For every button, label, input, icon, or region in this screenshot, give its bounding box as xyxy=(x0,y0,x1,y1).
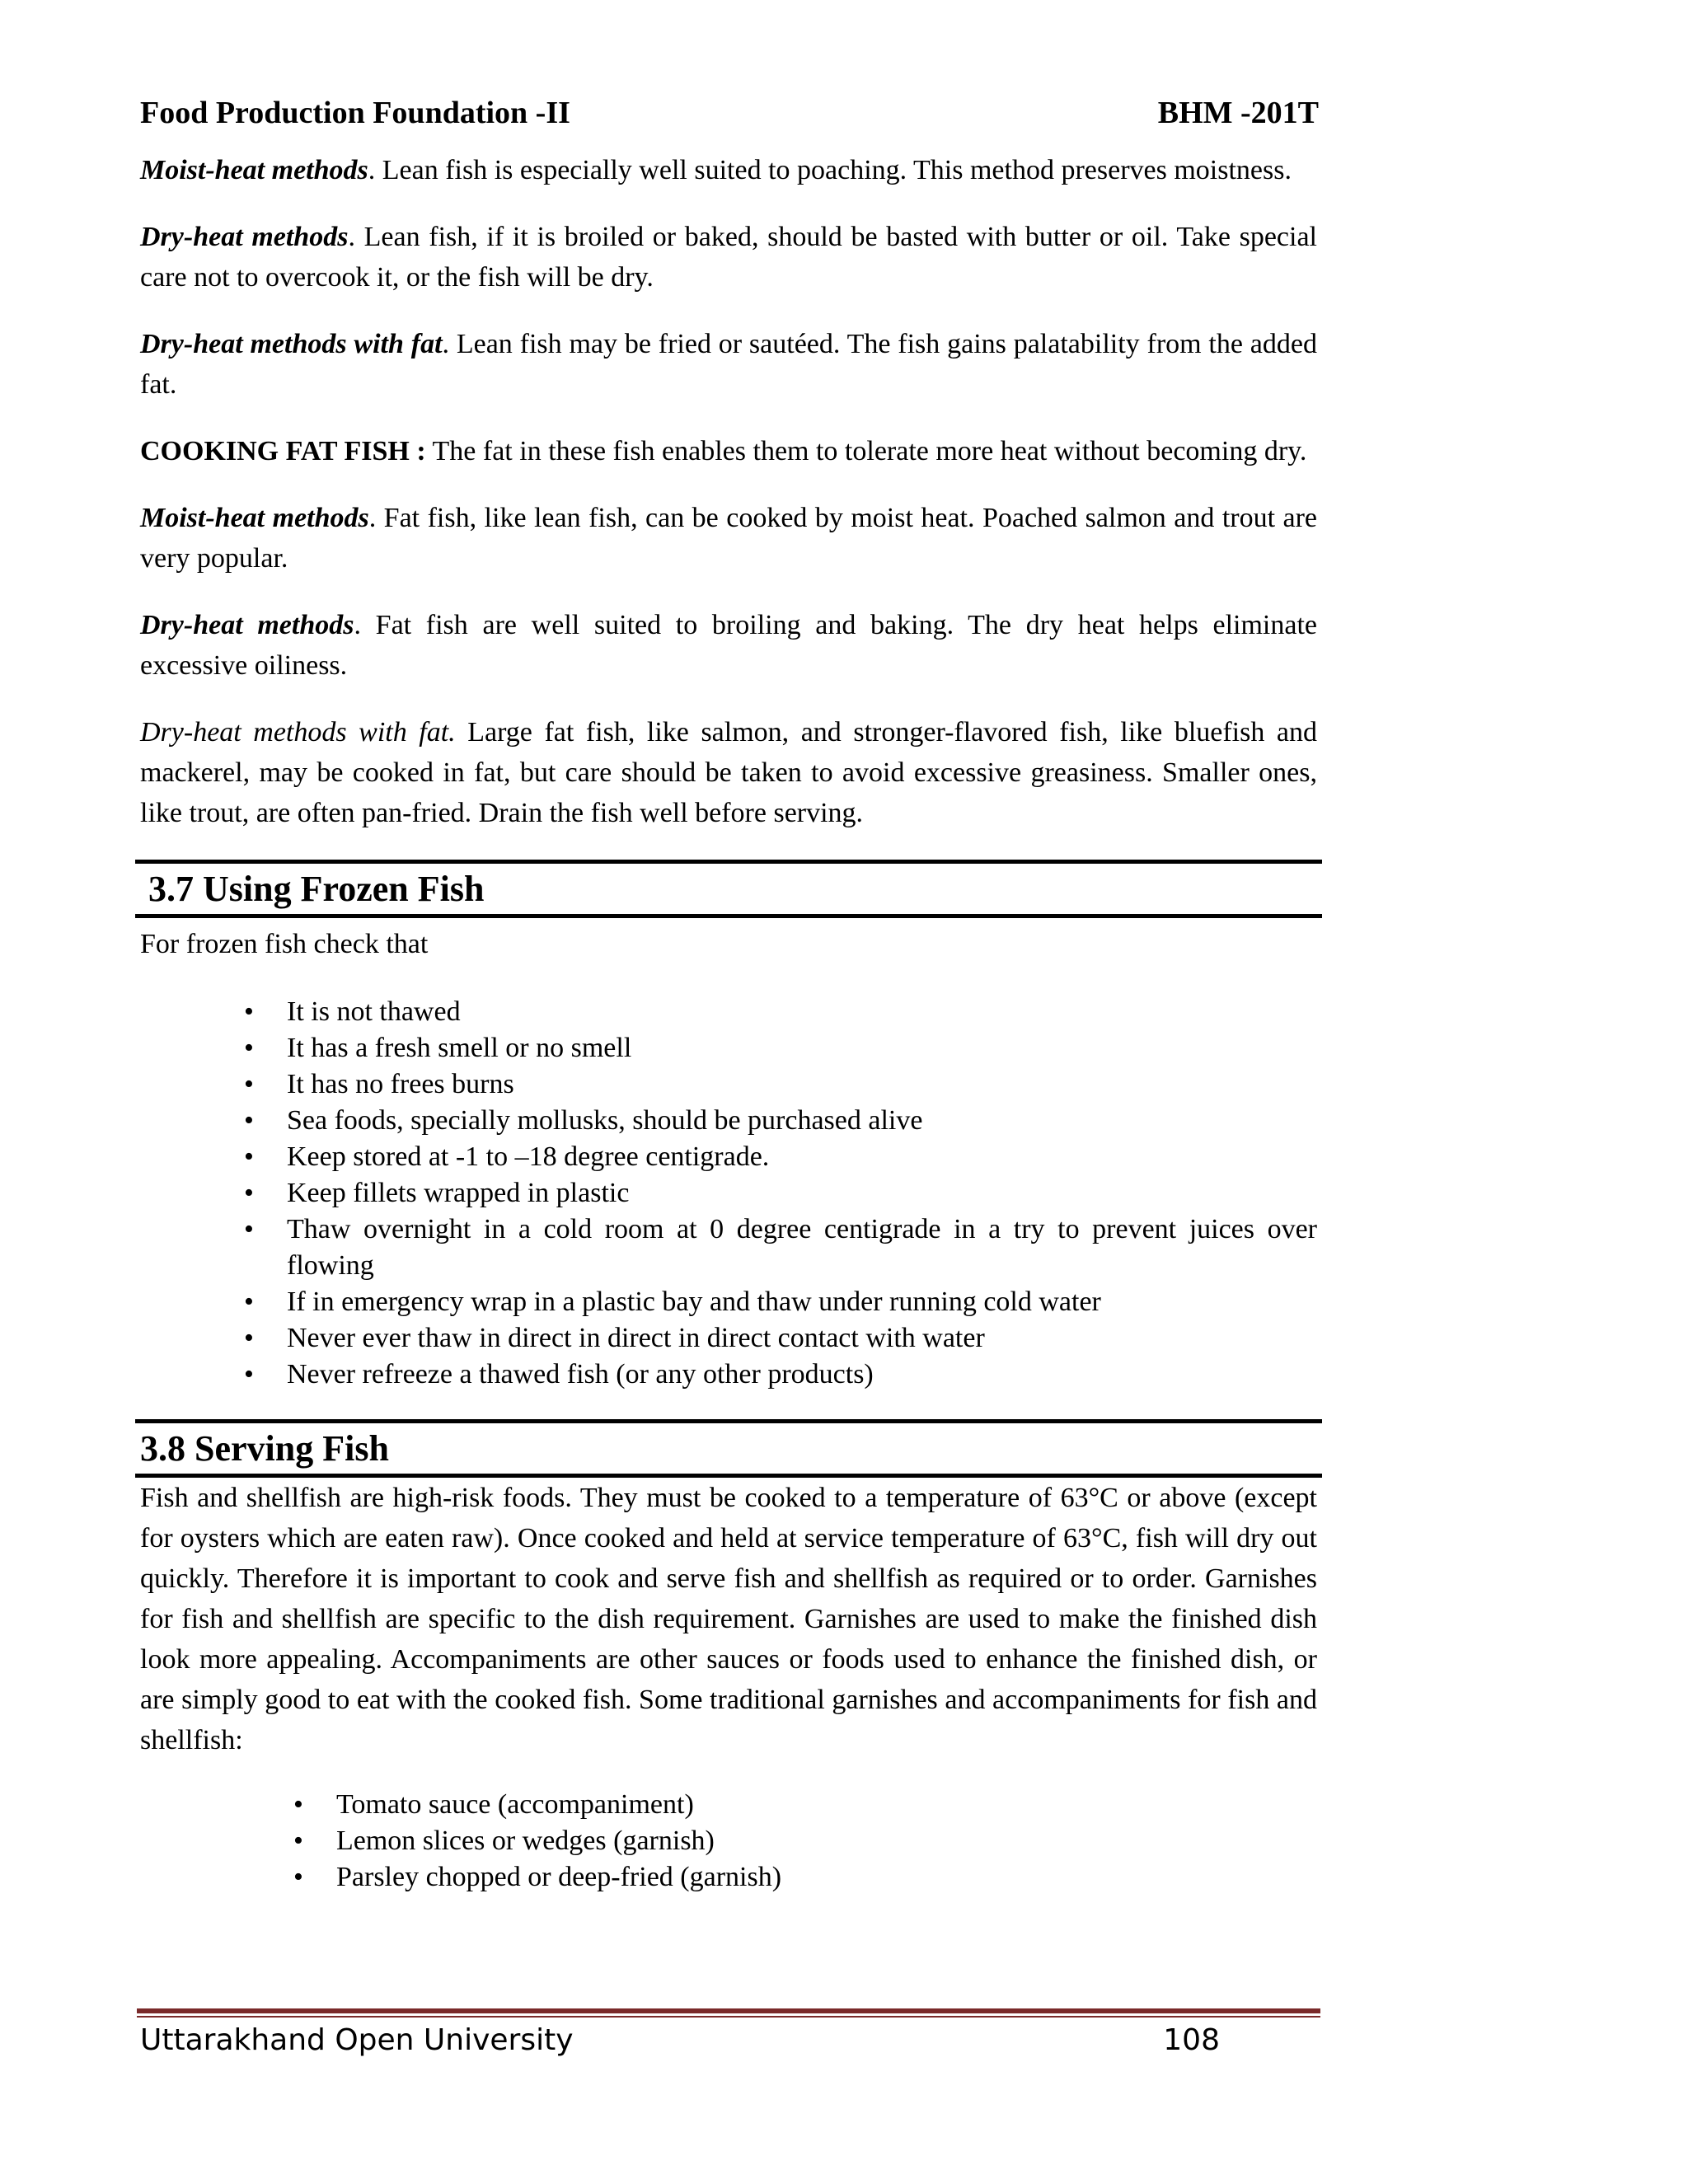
list-item-text: Tomato sauce (accompaniment) xyxy=(336,1789,694,1820)
list-item xyxy=(244,1066,1317,1103)
list-item-text: It is not thawed xyxy=(287,996,461,1027)
list-item xyxy=(244,1030,1317,1066)
method-paragraph xyxy=(140,324,1317,405)
garnish-list xyxy=(140,1787,1317,1896)
page-header xyxy=(140,95,1319,131)
bullet-icon: • xyxy=(244,1069,254,1099)
list-item xyxy=(293,1787,1317,1823)
bullet-icon: • xyxy=(244,1141,254,1172)
list-item-text: It has a fresh smell or no smell xyxy=(287,1033,632,1063)
paragraph-lead: Dry-heat methods xyxy=(140,222,349,252)
footer-divider xyxy=(137,2008,1320,2018)
bullet-icon: • xyxy=(293,1789,303,1820)
section-heading-serving-fish xyxy=(135,1419,1322,1478)
paragraph-body: . Fat fish, like lean fish, can be cooked by moist heat. Poached salmon and trout are very popular. xyxy=(140,503,1318,574)
bullet-icon: • xyxy=(244,1214,254,1244)
page-number: 108 xyxy=(1163,2023,1220,2057)
bullet-icon: • xyxy=(293,1862,303,1892)
list-item-text: Parsley chopped or deep-fried (garnish) xyxy=(336,1862,782,1892)
method-paragraph xyxy=(140,217,1317,298)
list-item-text: If in emergency wrap in a plastic bay and thaw under running cold water xyxy=(287,1286,1101,1317)
page-content xyxy=(140,150,1317,1922)
list-item-text: Never ever thaw in direct in direct in direct contact with water xyxy=(287,1323,985,1353)
serving-fish-paragraph: Fish and shellfish are high-risk foods. They must be cooked to a temperature of 63°C or above (except for oysters which are eaten raw). Once cooked and held at service temperature of 63°C, fish will dry out quickly. Therefore it is important to cook and serve fish and shellfish as required or to order. Garnishes for fish and shellfish are specific to the dish requirement. Garnishes are used to make the finished dish look more appealing. Accompaniments are other sauces or foods used to enhance the finished dish, or are simply good to eat with the cooked fish. Some traditional garnishes and accompaniments for fish and shellfish: xyxy=(140,1483,1317,1755)
list-item xyxy=(244,1357,1317,1393)
method-paragraph xyxy=(140,605,1317,686)
header-course-title: Food Production Foundation -II xyxy=(140,96,570,130)
paragraph-body: . Lean fish is especially well suited to poaching. This method preserves moistness. xyxy=(368,155,1292,185)
list-item xyxy=(244,1175,1317,1212)
paragraph-lead: COOKING FAT FISH : xyxy=(140,436,426,466)
list-item xyxy=(293,1859,1317,1896)
paragraph-lead: Dry-heat methods with fat. xyxy=(140,717,456,748)
method-paragraph xyxy=(140,498,1317,579)
cooking-methods-paragraphs xyxy=(140,150,1317,833)
list-item xyxy=(244,1103,1317,1139)
header-course-code: BHM -201T xyxy=(1157,96,1319,130)
page-footer xyxy=(140,2023,1220,2057)
list-item-text: Keep fillets wrapped in plastic xyxy=(287,1178,630,1208)
paragraph-lead: Moist-heat methods xyxy=(140,503,369,533)
section-heading-text: 3.8 Serving Fish xyxy=(140,1428,389,1469)
list-item xyxy=(244,994,1317,1030)
list-item xyxy=(293,1823,1317,1859)
bullet-icon: • xyxy=(244,1286,254,1317)
bullet-icon: • xyxy=(244,996,254,1027)
list-item-text: Lemon slices or wedges (garnish) xyxy=(336,1825,715,1856)
list-item xyxy=(244,1284,1317,1320)
list-item-text: Never refreeze a thawed fish (or any other products) xyxy=(287,1359,874,1390)
bullet-icon: • xyxy=(244,1033,254,1063)
paragraph-body: . Fat fish are well suited to broiling and baking. The dry heat helps eliminate excessive oiliness. xyxy=(140,610,1317,681)
frozen-fish-intro: For frozen fish check that xyxy=(140,929,429,959)
list-item-text: It has no frees burns xyxy=(287,1069,514,1099)
bullet-icon: • xyxy=(244,1323,254,1353)
bullet-icon: • xyxy=(244,1178,254,1208)
method-paragraph xyxy=(140,431,1317,471)
list-item xyxy=(244,1320,1317,1357)
bullet-icon: • xyxy=(293,1825,303,1856)
paragraph-body: . Lean fish, if it is broiled or baked, should be basted with butter or oil. Take special care not to overcook it, or the fish will be dry. xyxy=(140,222,1317,293)
paragraph-lead: Moist-heat methods xyxy=(140,155,368,185)
paragraph-lead: Dry-heat methods xyxy=(140,610,354,640)
paragraph-body: The fat in these fish enables them to tolerate more heat without becoming dry. xyxy=(425,436,1307,466)
paragraph-lead: Dry-heat methods with fat xyxy=(140,329,443,359)
frozen-fish-checklist xyxy=(140,994,1317,1393)
list-item-text: Thaw overnight in a cold room at 0 degree centigrade in a try to prevent juices over flowing xyxy=(287,1214,1317,1281)
method-paragraph xyxy=(140,150,1317,190)
list-item xyxy=(244,1139,1317,1175)
list-item-text: Keep stored at -1 to –18 degree centigrade. xyxy=(287,1141,770,1172)
paragraph-body: Large fat fish, like salmon, and stronger-flavored fish, like bluefish and mackerel, may be cooked in fat, but care should be taken to avoid excessive greasiness. Smaller ones, like trout, are often pan-fried. Drain the fish well before serving. xyxy=(140,717,1317,828)
paragraph-body: . Lean fish may be fried or sautéed. The fish gains palatability from the added fat. xyxy=(140,329,1317,400)
section-heading-frozen-fish xyxy=(135,860,1322,918)
method-paragraph xyxy=(140,712,1317,833)
list-item-text: Sea foods, specially mollusks, should be purchased alive xyxy=(287,1105,923,1136)
bullet-icon: • xyxy=(244,1359,254,1390)
section-heading-text: 3.7 Using Frozen Fish xyxy=(148,869,485,909)
list-item xyxy=(244,1212,1317,1284)
footer-university: Uttarakhand Open University xyxy=(140,2023,574,2057)
bullet-icon: • xyxy=(244,1105,254,1136)
